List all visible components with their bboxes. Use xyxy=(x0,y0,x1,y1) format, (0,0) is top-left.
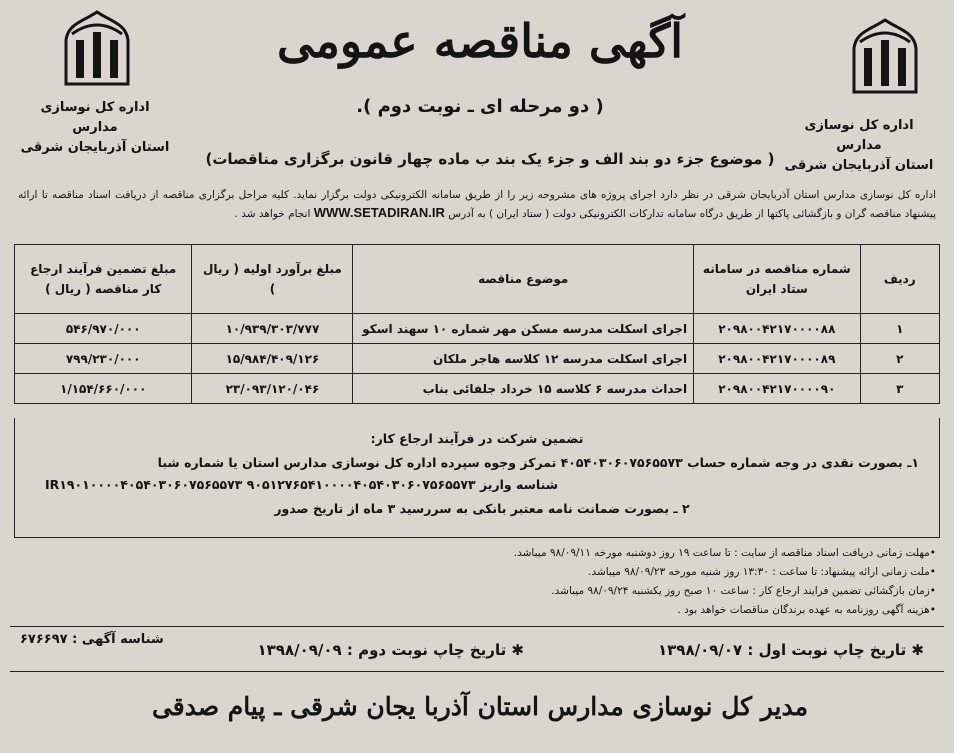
org-left-line2: استان آذربایجان شرقی xyxy=(20,140,170,155)
guarantee-item-cash-account: IR۱۹۰۱۰۰۰۰۴۰۵۴۰۳۰۶۰۷۵۶۵۵۷۳ شناسه واریز ۹۰۵۱۲۷۶۵۴۱۰۰۰۰۴۰۵۴۰۳۰۶۰۷۵۶۵۵۷۳ xyxy=(45,477,559,492)
list-item: • ملت زمانی ارائه پیشنهاد: تا ساعت : ۱۳:۳۰ روز شنبه مورخه ۹۸/۰۹/۲۳ میباشد. xyxy=(136,563,936,582)
second-print-date: ✱ تاریخ چاپ نوبت دوم : ۱۳۹۸/۰۹/۰۹ xyxy=(257,641,524,659)
first-print-date: ✱ تاریخ چاپ نوبت اول : ۱۳۹۸/۰۹/۰۷ xyxy=(658,641,924,659)
organization-name-right xyxy=(784,116,934,176)
organization-logo-icon xyxy=(850,18,920,96)
cell-tender-number: ۲۰۹۸۰۰۴۲۱۷۰۰۰۰۸۹ xyxy=(694,344,861,374)
list-item: • هزینه آگهی روزنامه به عهده برندگان مناقصات خواهد بود . xyxy=(136,601,936,620)
cell-tender-number: ۲۰۹۸۰۰۴۲۱۷۰۰۰۰۹۰ xyxy=(694,374,861,404)
guarantee-item-bank: ۲ ـ بصورت ضمانت نامه معتبر بانکی به سررسید ۳ ماه از تاریخ صدور xyxy=(274,501,690,516)
table-row xyxy=(15,314,940,344)
website-link[interactable]: WWW.SETADIRAN.IR xyxy=(313,205,445,220)
cell-row-number: ۳ xyxy=(860,374,939,404)
cell-subject: اجرای اسکلت مدرسه مسکن مهر شماره ۱۰ سهند اسکو xyxy=(353,314,694,344)
list-item: • مهلت زمانی دریافت اسناد مناقصه از سایت : تا ساعت ۱۹ روز دوشنبه مورخه ۹۸/۰۹/۱۱ میباشد. xyxy=(136,544,936,563)
notes-list xyxy=(136,544,936,620)
column-header-tender-number: شماره مناقصه در سامانه ستاد ایران xyxy=(694,245,861,314)
table-row xyxy=(15,344,940,374)
org-left-line1: اداره کل نوسازی مدارس xyxy=(40,100,150,135)
signature-line: مدیر کل نوسازی مدارس استان آذربا یجان شرقی ـ پیام صدقی xyxy=(151,692,809,721)
cell-subject: احداث مدرسه ۶ کلاسه ۱۵ خرداد جلفائی بناب xyxy=(353,374,694,404)
table-header-row xyxy=(15,245,940,314)
org-right-line1: اداره کل نوسازی مدارس xyxy=(804,118,914,153)
cell-guarantee: ۵۴۶/۹۷۰/۰۰۰ xyxy=(15,314,192,344)
list-item: • زمان بازگشائی تضمین فرایند ارجاع کار : ساعت ۱۰ صبح روز یکشنبه ۹۸/۰۹/۲۴ میباشد. xyxy=(136,582,936,601)
intro-paragraph xyxy=(18,186,936,223)
cell-subject: اجرای اسکلت مدرسه ۱۲ کلاسه هاجر ملکان xyxy=(353,344,694,374)
tender-table xyxy=(14,244,940,404)
page-title: آگهی مناقصه عمومی xyxy=(276,14,684,68)
ad-identifier: شناسه آگهی : ۶۷۶۶۹۷ xyxy=(20,632,164,647)
cell-row-number: ۲ xyxy=(860,344,939,374)
cell-tender-number: ۲۰۹۸۰۰۴۲۱۷۰۰۰۰۸۸ xyxy=(694,314,861,344)
cell-estimate: ۱۵/۹۸۴/۴۰۹/۱۲۶ xyxy=(192,344,353,374)
column-header-estimate: مبلغ برآورد اولیه ( ریال ) xyxy=(192,245,353,314)
cell-estimate: ۲۳/۰۹۳/۱۲۰/۰۴۶ xyxy=(192,374,353,404)
cell-guarantee: ۱/۱۵۴/۶۶۰/۰۰۰ xyxy=(15,374,192,404)
guarantee-item-cash: ۱ـ بصورت نقدی در وجه شماره حساب ۴۰۵۴۰۳۰۶۰۷۵۶۵۵۷۳ تمرکز وجوه سپرده اداره کل نوسازی مدارس استان یا شماره شبا xyxy=(157,455,919,470)
guarantee-section xyxy=(14,418,940,538)
page-subtitle: ( دو مرحله ای ـ نوبت دوم ). xyxy=(356,96,604,117)
column-header-guarantee: مبلغ تضمین فرآیند ارجاع کار مناقصه ( ریال ) xyxy=(15,245,192,314)
organization-logo-icon xyxy=(62,10,132,88)
tender-topic: ( موضوع جزء دو بند الف و جزء یک بند ب ماده چهار قانون برگزاری مناقصات) xyxy=(205,150,775,168)
guarantee-heading: تضمین شرکت در فرآیند ارجاع کار: xyxy=(370,431,584,446)
column-header-row-number: ردیف xyxy=(860,245,939,314)
organization-name-left xyxy=(20,98,170,158)
intro-text: اداره کل نوسازی مدارس استان آذربایجان شرقی در نظر دارد اجرای پروژه های مشروحه زیر را از طریق سامانه الکترونیکی دولت برگزار نماید. کلیه مراحل برگزاری مناقصه از دریافت اسناد مناقصه تا ارائه پیشنهاد مناقصه گران و بازگشائی پاکتها از طریق درگاه سامانه تدارکات الکترونیکی دولت ( ستاد ایران ) به آدرس xyxy=(18,189,936,220)
cell-guarantee: ۷۹۹/۲۳۰/۰۰۰ xyxy=(15,344,192,374)
table-row xyxy=(15,374,940,404)
org-right-line2: استان آذربایجان شرقی xyxy=(784,158,934,173)
intro-text-end: انجام خواهد شد . xyxy=(234,208,311,220)
cell-row-number: ۱ xyxy=(860,314,939,344)
cell-estimate: ۱۰/۹۳۹/۳۰۳/۷۷۷ xyxy=(192,314,353,344)
column-header-subject: موضوع مناقصه xyxy=(353,245,694,314)
